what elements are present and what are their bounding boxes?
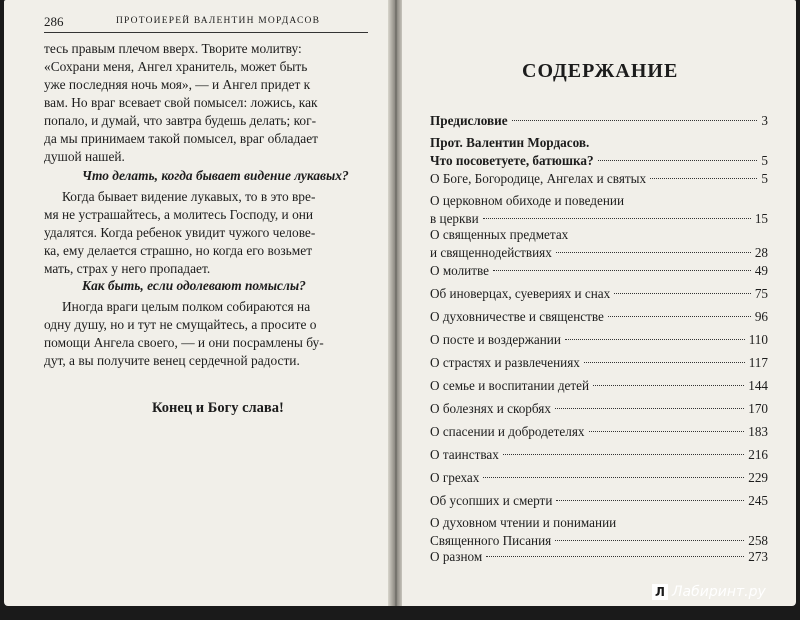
toc-leader-dots	[555, 408, 744, 409]
toc-entry-page: 144	[748, 378, 768, 393]
toc-entry-page: 245	[748, 493, 768, 508]
toc-leader-dots	[556, 500, 744, 501]
closing-line: Конец и Богу слава!	[152, 400, 284, 416]
toc-entry-title: Предисловие	[430, 113, 508, 128]
toc-entry-page: 117	[748, 355, 768, 370]
toc-leader-dots	[486, 556, 744, 557]
toc-entry	[430, 226, 768, 262]
watermark-text: Лабиринт.ру	[672, 584, 766, 600]
toc-entry-title: О молитве	[430, 263, 489, 278]
text-line: одну душу, но и тут не смущайтесь, а просите о	[44, 317, 317, 332]
right-page	[402, 0, 796, 606]
toc-entry-page: 5	[761, 171, 768, 186]
toc-leader-dots	[593, 385, 744, 386]
page-number: 286	[44, 14, 64, 29]
toc-entry	[430, 446, 768, 464]
text-line: уже последняя ночь моя», — и Ангел придет к	[44, 77, 311, 92]
toc-leader-dots	[614, 293, 751, 294]
toc-entry-page: 75	[754, 286, 768, 301]
toc-entry-page: 15	[754, 211, 768, 226]
text-line: мать, страх у него пропадает.	[44, 261, 211, 276]
toc-entry	[430, 170, 768, 188]
toc-entry	[430, 423, 768, 441]
toc-leader-dots	[565, 339, 745, 340]
toc-entry-title: Об иноверцах, суевериях и снах	[430, 286, 611, 301]
watermark-logo-icon: Л	[652, 584, 668, 600]
text-line: Иногда враги целым полком собираются на	[62, 299, 311, 314]
toc-entry-page: 96	[754, 309, 768, 324]
toc-entry-title: и священнодействиях	[430, 245, 552, 260]
toc-entry	[430, 262, 768, 280]
toc-entry-title: О церковном обиходе и поведении	[430, 193, 625, 208]
toc-entry-title: О страстях и развлечениях	[430, 355, 580, 370]
toc-entry-title: О грехах	[430, 470, 480, 485]
toc-entry-title: О посте и воздержании	[430, 332, 561, 347]
toc-entry-title: Священного Писания	[430, 533, 552, 548]
toc-entry-title: О духовном чтении и понимании	[430, 515, 617, 530]
toc-entry-page: 229	[748, 470, 768, 485]
text-line: Когда бывает видение лукавых, то в это вре-	[62, 189, 316, 204]
toc-entry	[430, 377, 768, 395]
paragraph-1	[44, 40, 368, 166]
left-page	[4, 0, 390, 606]
toc-entry	[430, 331, 768, 349]
toc-entry-title: в церкви	[430, 211, 479, 226]
toc-entry-page: 28	[754, 245, 768, 260]
running-header	[44, 12, 370, 32]
toc-entry	[430, 469, 768, 487]
toc-entry	[430, 548, 768, 566]
text-line: душой нашей.	[44, 149, 125, 164]
toc-entry-page: 5	[761, 153, 768, 168]
toc-entry-page: 183	[748, 424, 768, 439]
toc-leader-dots	[503, 454, 744, 455]
toc-entry-page: 273	[748, 549, 768, 564]
text-line: да мы принимаем такой помысел, враг обладает	[44, 131, 319, 146]
toc-entry	[430, 192, 768, 228]
text-line: удалятся. Когда ребенок увидит чужого челове-	[44, 225, 316, 240]
toc-entry-title: О разном	[430, 549, 483, 564]
text-line: мя не устрашайтесь, а молитесь Господу, и они	[44, 207, 314, 222]
watermark	[652, 584, 766, 606]
text-line: вам. Но враг всевает свой помысел: ложись, как	[44, 95, 318, 110]
paragraph-2	[44, 188, 368, 278]
running-head-title: ПРОТОИЕРЕЙ ВАЛЕНТИН МОРДАСОВ	[116, 16, 321, 26]
toc-entry-title: Об усопших и смерти	[430, 493, 553, 508]
text-line: ка, ему делается страшно, но когда его возьмет	[44, 243, 313, 258]
toc-leader-dots	[589, 431, 745, 432]
text-line: «Сохрани меня, Ангел хранитель, может быть	[44, 59, 308, 74]
question-heading-2: Как быть, если одолевают помыслы?	[82, 278, 306, 293]
toc-entry	[430, 492, 768, 510]
toc-leader-dots	[483, 477, 744, 478]
text-line: попало, и думай, что завтра будешь делать; ког-	[44, 113, 317, 128]
toc-entry-title: О таинствах	[430, 447, 499, 462]
toc-leader-dots	[493, 270, 751, 271]
toc-entry-page: 258	[748, 533, 768, 548]
toc-entry	[430, 112, 768, 130]
toc-entry-page: 216	[748, 447, 768, 462]
toc-entry-page: 170	[748, 401, 768, 416]
question-heading-1: Что делать, когда бывает видение лукавых?	[82, 168, 349, 183]
toc-leader-dots	[512, 120, 758, 121]
toc-entry-title: Что посоветуете, батюшка?	[430, 153, 594, 168]
toc-title: СОДЕРЖАНИЕ	[522, 60, 679, 82]
toc-leader-dots	[608, 316, 751, 317]
toc-entry	[430, 354, 768, 372]
header-rule	[44, 32, 368, 33]
toc-leader-dots	[650, 178, 757, 179]
toc-entry-title: О спасении и добродетелях	[430, 424, 585, 439]
toc-entry-title: Прот. Валентин Мордасов.	[430, 135, 590, 150]
toc-leader-dots	[555, 540, 744, 541]
text-line: тесь правым плечом вверх. Творите молитву:	[44, 41, 302, 56]
toc-entry-page: 110	[748, 332, 768, 347]
toc-leader-dots	[556, 252, 751, 253]
toc-entry-page: 3	[761, 113, 768, 128]
toc-entry-title: О семье и воспитании детей	[430, 378, 590, 393]
text-line: помощи Ангела своего, — и они посрамлены бу-	[44, 335, 324, 350]
toc-entry	[430, 514, 768, 550]
toc-entry-title: О духовничестве и священстве	[430, 309, 604, 324]
toc-leader-dots	[598, 160, 758, 161]
toc-entry	[430, 134, 768, 170]
toc-leader-dots	[483, 218, 751, 219]
toc-entry	[430, 308, 768, 326]
toc-entry-page: 49	[754, 263, 768, 278]
toc-entry-title: О болезнях и скорбях	[430, 401, 551, 416]
paragraph-3	[44, 298, 368, 370]
toc-entry	[430, 400, 768, 418]
toc-entry	[430, 285, 768, 303]
text-line: дут, а вы получите венец сердечной радости.	[44, 353, 300, 368]
toc-entry-title: О Боге, Богородице, Ангелах и святых	[430, 171, 647, 186]
toc-entry-title: О священных предметах	[430, 227, 569, 242]
toc-leader-dots	[584, 362, 745, 363]
